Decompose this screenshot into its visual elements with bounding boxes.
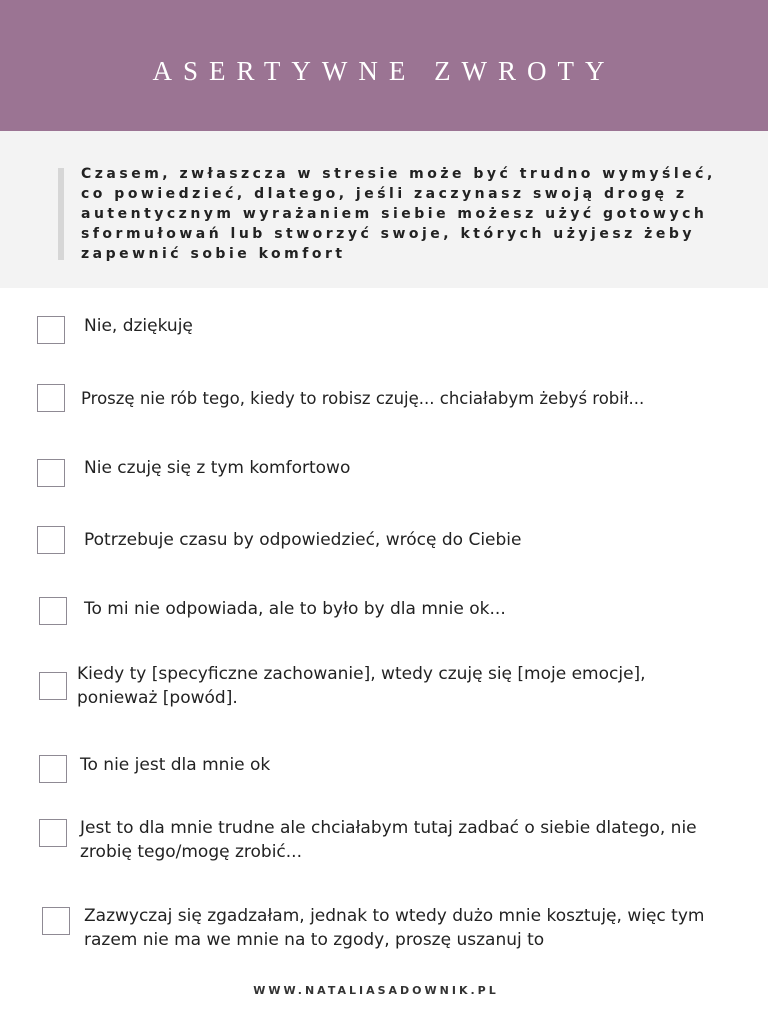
checklist-item-label: Kiedy ty [specyficzne zachowanie], wtedy czuję się [moje emocje], ponieważ [powód]. (77, 664, 646, 708)
checklist-item-label: To nie jest dla mnie ok (80, 755, 271, 775)
checklist-item-label: Potrzebuje czasu by odpowiedzieć, wrócę do Ciebie (84, 530, 522, 550)
header-banner (0, 0, 768, 131)
footer-website-url: WWW.NATALIASADOWNIK.PL (253, 984, 499, 997)
checkbox[interactable] (39, 755, 67, 783)
page-title: ASERTYWNE ZWROTY (152, 56, 616, 86)
checkbox[interactable] (39, 672, 67, 700)
checklist-item-label: Proszę nie rób tego, kiedy to robisz czuję... chciałabym żebyś robił... (81, 389, 645, 408)
checklist-item-label: Nie czuję się z tym komfortowo (84, 458, 351, 478)
checklist-item-label: Nie, dziękuję (84, 316, 193, 336)
checkbox[interactable] (37, 459, 65, 487)
checkbox[interactable] (39, 597, 67, 625)
checkbox[interactable] (37, 526, 65, 554)
checkbox[interactable] (37, 384, 65, 412)
checklist-item-label: Jest to dla mnie trudne ale chciałabym tutaj zadbać o siebie dlatego, nie zrobię tego/mogę zrobić... (80, 818, 697, 862)
checkbox[interactable] (39, 819, 67, 847)
intro-accent-bar (58, 168, 64, 260)
intro-block (0, 131, 768, 288)
checkbox[interactable] (37, 316, 65, 344)
checkbox[interactable] (42, 907, 70, 935)
intro-text: Czasem, zwłaszcza w stresie może być trudno wymyśleć, co powiedzieć, dlatego, jeśli zaczynasz swoją drogę z autentycznym wyrażaniem siebie możesz użyć gotowych sformułowań lub stworzyć swoje, których użyjesz żeby zapewnić sobie komfort (81, 166, 716, 262)
checklist-item-label: To mi nie odpowiada, ale to było by dla mnie ok... (84, 599, 506, 619)
checklist-item-label: Zazwyczaj się zgadzałam, jednak to wtedy dużo mnie kosztuję, więc tym razem nie ma we mnie na to zgody, proszę uszanuj to (84, 906, 705, 950)
